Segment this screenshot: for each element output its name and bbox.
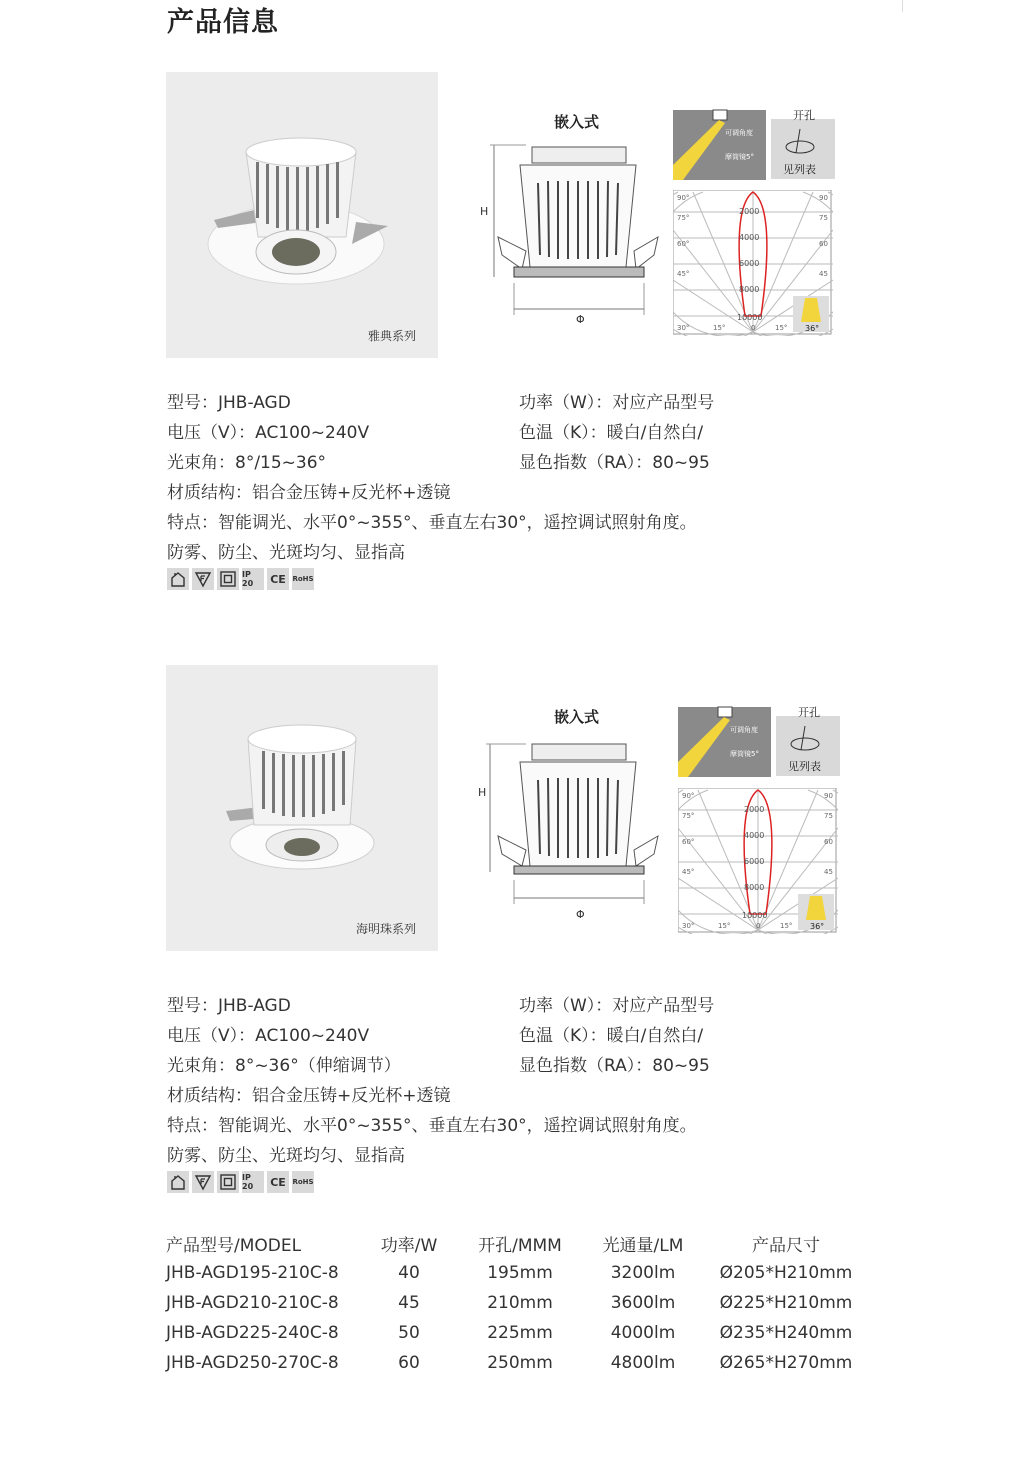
spec-model: 型号：JHB-AGD bbox=[167, 996, 291, 1016]
angle-tick: 60 bbox=[824, 838, 833, 846]
hole-note: 见列表 bbox=[783, 163, 816, 176]
spec-material: 材质结构：铝合金压铸+反光杯+透镜 bbox=[167, 483, 451, 503]
spec-power: 功率（W）：对应产品型号 bbox=[519, 996, 715, 1016]
cell-model: JHB-AGD225-240C-8 bbox=[166, 1323, 339, 1343]
hole-label: 开孔 bbox=[793, 109, 815, 122]
spec-benefits: 防雾、防尘、光斑均匀、显指高 bbox=[167, 1146, 405, 1166]
spec-cri: 显色指数（RA）：80~95 bbox=[519, 453, 710, 473]
series-label: 雅典系列 bbox=[367, 329, 416, 343]
cell-hole: 210mm bbox=[487, 1293, 553, 1313]
certification-icons bbox=[167, 1171, 314, 1193]
product-photo bbox=[166, 72, 438, 358]
downlight-image bbox=[166, 72, 438, 358]
beam-angle-badge: 36° bbox=[810, 922, 825, 931]
spec-voltage: 电压（V）：AC100~240V bbox=[167, 423, 370, 443]
cell-hole: 225mm bbox=[487, 1323, 553, 1343]
ce-icon: CE bbox=[267, 568, 289, 590]
spec-color-temp: 色温（K）：暖白/自然白/ bbox=[519, 1026, 704, 1046]
angle-tick: 30° bbox=[682, 922, 695, 930]
ip20-icon: IP 20 bbox=[242, 568, 264, 590]
angle-tick: 90° bbox=[682, 792, 695, 800]
cell-size: Ø235*H240mm bbox=[719, 1323, 853, 1343]
polar-value: 4000 bbox=[744, 831, 765, 840]
diameter-label: Φ bbox=[576, 908, 585, 921]
cell-flux: 3200lm bbox=[610, 1263, 676, 1283]
angle-tick: 90 bbox=[824, 792, 833, 800]
dimension-drawing bbox=[476, 700, 666, 930]
mount-type-label: 嵌入式 bbox=[554, 113, 600, 131]
polar-value: 10000 bbox=[737, 313, 763, 322]
product-photo bbox=[166, 665, 438, 951]
polar-value: 4000 bbox=[739, 233, 760, 242]
house-icon bbox=[167, 1171, 189, 1193]
cell-power: 45 bbox=[398, 1293, 420, 1313]
angle-tick: 45 bbox=[819, 270, 828, 278]
polar-value: 2000 bbox=[739, 207, 760, 216]
polar-value: 8000 bbox=[739, 285, 760, 294]
cell-hole: 195mm bbox=[487, 1263, 553, 1283]
dimension-drawing bbox=[476, 105, 666, 335]
model-table bbox=[166, 1228, 874, 1378]
polar-value: 2000 bbox=[744, 805, 765, 814]
spec-benefits: 防雾、防尘、光斑均匀、显指高 bbox=[167, 543, 405, 563]
cell-power: 50 bbox=[398, 1323, 420, 1343]
cell-model: JHB-AGD195-210C-8 bbox=[166, 1263, 339, 1283]
tilt-note: 摩筒镜5° bbox=[725, 153, 754, 161]
tilt-note: 摩筒镜5° bbox=[730, 750, 759, 758]
angle-tick: 60° bbox=[682, 838, 695, 846]
angle-tick: 45° bbox=[677, 270, 690, 278]
col-header-hole: 开孔/MMM bbox=[478, 1235, 562, 1256]
house-icon bbox=[167, 568, 189, 590]
polar-light-distribution bbox=[673, 190, 833, 336]
angle-tick: 90° bbox=[677, 194, 690, 202]
adjust-angle-panel bbox=[673, 105, 839, 185]
table-row bbox=[166, 1288, 874, 1318]
angle-tick: 75° bbox=[677, 214, 690, 222]
table-row bbox=[166, 1318, 874, 1348]
spec-features: 特点：智能调光、水平0°~355°、垂直左右30°，遥控调试照射角度。 bbox=[167, 1116, 697, 1136]
cell-power: 60 bbox=[398, 1353, 420, 1373]
cell-hole: 250mm bbox=[487, 1353, 553, 1373]
angle-tick: 60 bbox=[819, 240, 828, 248]
angle-tick: 75 bbox=[824, 812, 833, 820]
polar-value: 6000 bbox=[739, 259, 760, 268]
f-mark-icon bbox=[192, 568, 214, 590]
adjust-angle-panel bbox=[678, 702, 844, 782]
cell-size: Ø225*H210mm bbox=[719, 1293, 853, 1313]
cell-size: Ø205*H210mm bbox=[719, 1263, 853, 1283]
angle-tick: 90 bbox=[819, 194, 828, 202]
col-header-flux: 光通量/LM bbox=[602, 1235, 684, 1256]
certification-icons bbox=[167, 568, 314, 590]
page-title: 产品信息 bbox=[167, 7, 279, 38]
cell-model: JHB-AGD250-270C-8 bbox=[166, 1353, 339, 1373]
spec-power: 功率（W）：对应产品型号 bbox=[519, 393, 715, 413]
height-label: H bbox=[478, 786, 487, 799]
divider bbox=[902, 0, 903, 12]
cell-flux: 4000lm bbox=[610, 1323, 676, 1343]
angle-tick: 45 bbox=[824, 868, 833, 876]
col-header-model: 产品型号/MODEL bbox=[166, 1235, 302, 1256]
table-row bbox=[166, 1348, 874, 1378]
angle-tick: 45° bbox=[682, 868, 695, 876]
ip20-icon: IP 20 bbox=[242, 1171, 264, 1193]
table-row bbox=[166, 1258, 874, 1288]
angle-tick: 75° bbox=[682, 812, 695, 820]
col-header-size: 产品尺寸 bbox=[752, 1235, 820, 1256]
height-label: H bbox=[480, 205, 489, 218]
angle-tick: 75 bbox=[819, 214, 828, 222]
angle-label: 可调角度 bbox=[730, 726, 758, 734]
cell-power: 40 bbox=[398, 1263, 420, 1283]
rohs-icon: RoHS bbox=[292, 568, 314, 590]
rohs-icon: RoHS bbox=[292, 1171, 314, 1193]
polar-value: 10000 bbox=[742, 911, 768, 920]
beam-angle-badge: 36° bbox=[805, 324, 820, 333]
angle-label: 可调角度 bbox=[725, 129, 753, 137]
spec-cri: 显色指数（RA）：80~95 bbox=[519, 1056, 710, 1076]
spec-beam-angle: 光束角：8°/15~36° bbox=[167, 453, 327, 473]
spec-material: 材质结构：铝合金压铸+反光杯+透镜 bbox=[167, 1086, 451, 1106]
polar-value: 8000 bbox=[744, 883, 765, 892]
hole-label: 开孔 bbox=[798, 706, 820, 719]
angle-tick: 15° bbox=[780, 922, 793, 930]
angle-tick: 30° bbox=[677, 324, 690, 332]
cell-flux: 4800lm bbox=[610, 1353, 676, 1373]
cell-model: JHB-AGD210-210C-8 bbox=[166, 1293, 339, 1313]
polar-light-distribution bbox=[678, 788, 838, 934]
cell-size: Ø265*H270mm bbox=[719, 1353, 853, 1373]
spec-color-temp: 色温（K）：暖白/自然白/ bbox=[519, 423, 704, 443]
angle-tick: 15° bbox=[718, 922, 731, 930]
ce-icon: CE bbox=[267, 1171, 289, 1193]
mount-type-label: 嵌入式 bbox=[554, 708, 600, 726]
diameter-label: Φ bbox=[576, 313, 585, 326]
polar-value: 6000 bbox=[744, 857, 765, 866]
cell-flux: 3600lm bbox=[610, 1293, 676, 1313]
angle-tick: 15° bbox=[775, 324, 788, 332]
spec-features: 特点：智能调光、水平0°~355°、垂直左右30°，遥控调试照射角度。 bbox=[167, 513, 697, 533]
angle-tick: 60° bbox=[677, 240, 690, 248]
angle-tick: 15° bbox=[713, 324, 726, 332]
f-mark-icon bbox=[192, 1171, 214, 1193]
angle-tick: 0 bbox=[756, 922, 761, 930]
spec-model: 型号：JHB-AGD bbox=[167, 393, 291, 413]
table-header-row bbox=[166, 1228, 874, 1258]
double-insulation-icon bbox=[217, 1171, 239, 1193]
spec-beam-angle: 光束角：8°~36°（伸缩调节） bbox=[167, 1056, 401, 1076]
hole-note: 见列表 bbox=[788, 760, 821, 773]
col-header-power: 功率/W bbox=[380, 1235, 438, 1256]
downlight-image bbox=[166, 665, 438, 951]
angle-tick: 0 bbox=[751, 324, 756, 332]
double-insulation-icon bbox=[217, 568, 239, 590]
series-label: 海明珠系列 bbox=[355, 922, 416, 936]
spec-voltage: 电压（V）：AC100~240V bbox=[167, 1026, 370, 1046]
